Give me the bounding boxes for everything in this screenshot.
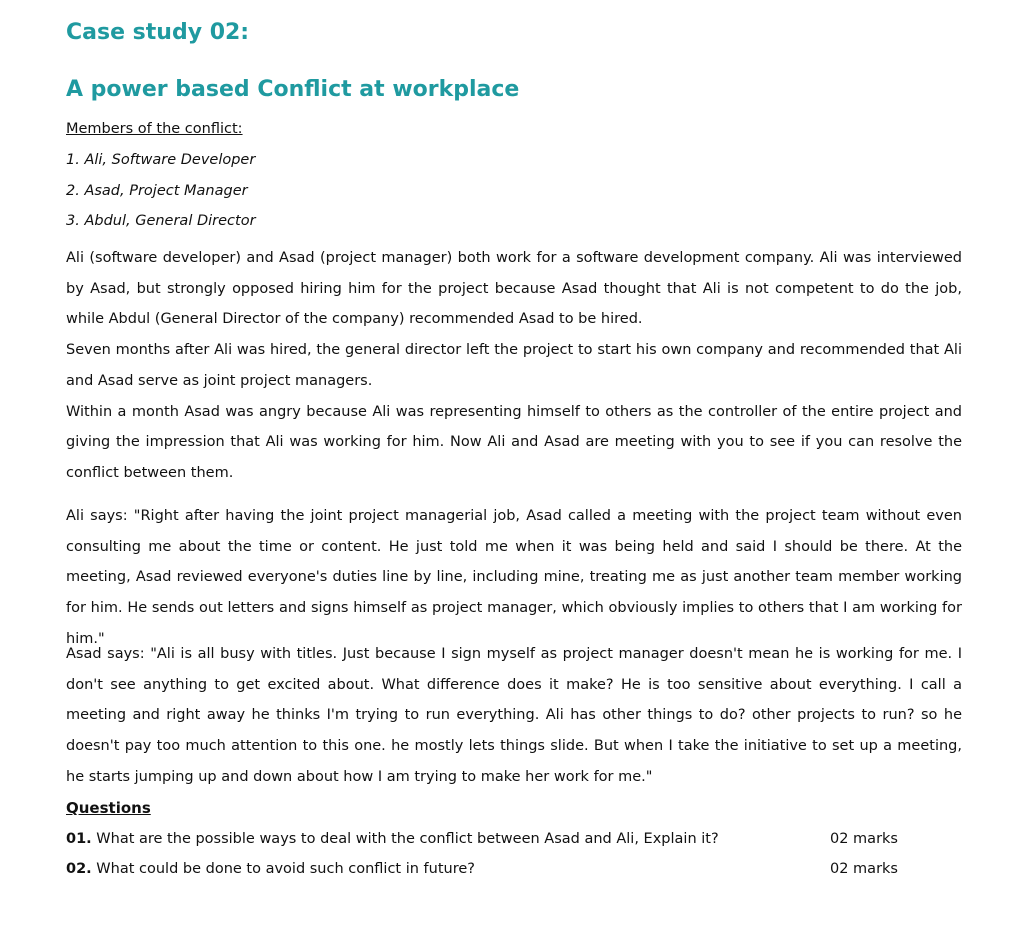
- member-ali: 1. Ali, Software Developer: [66, 152, 256, 168]
- question-2-text: What could be done to avoid such conflict in future?: [96, 861, 475, 877]
- member-asad: 2. Asad, Project Manager: [66, 182, 248, 199]
- asad-quote: [66, 639, 962, 793]
- asad-quote-text: Asad says: "Ali is all busy with titles. Just because I sign myself as project manager doesn't mean he is working for me. I don't see anything to get excited about. What difference does it make? He is too sensitive about everything. I call a meeting and right away he thinks I'm trying to run everything. Ali has other things to do? other projects to run? so he doesn't pay too much attention to this one. he mostly lets things slide. But when I take the initiative to set up a meeting, he starts jumping up and down about how I am trying to make her work for me.": [66, 646, 962, 785]
- narrative-paragraph-1: Ali (software developer) and Asad (project manager) both work for a software development company. Ali was interviewed by Asad, but strongly opposed hiring him for the project because Asad thought that Ali is not competent to do the job, while Abdul (General Director of the company) recommended Asad to be hired.: [66, 250, 962, 328]
- members-list: [66, 149, 256, 241]
- ali-quote-text: Ali says: "Right after having the joint project managerial job, Asad called a meeting with the project team without even consulting me about the time or content. He just told me when it was being held and said I should be there. At the meeting, Asad reviewed everyone's duties line by line, including mine, treating me as just another team member working for him. He sends out letters and signs himself as project manager, which obviously implies to others that I am working for him.": [66, 508, 962, 647]
- question-2-number: 02.: [66, 861, 92, 877]
- question-1: [66, 828, 896, 850]
- page-title: A power based Conflict at workplace: [66, 77, 520, 102]
- case-study-title: Case study 02:: [66, 20, 250, 45]
- narrative-paragraph-2: Seven months after Ali was hired, the general director left the project to start his own company and recommended that Ali and Asad serve as joint project managers.: [66, 342, 962, 389]
- narrative-paragraph-3: Within a month Asad was angry because Ali was representing himself to others as the controller of the entire project and giving the impression that Ali was working for him. Now Ali and Asad are meeting with you to see if you can resolve the conflict between them.: [66, 403, 962, 481]
- member-abdul: 3. Abdul, General Director: [66, 213, 256, 229]
- question-1-marks: 02 marks: [830, 831, 898, 847]
- question-2-marks: 02 marks: [830, 861, 898, 877]
- question-1-text: What are the possible ways to deal with the conflict between Asad and Ali, Explain it?: [96, 831, 719, 847]
- members-heading: Members of the conflict:: [66, 121, 243, 137]
- narrative: [66, 243, 962, 489]
- question-2: [66, 858, 896, 880]
- question-1-number: 01.: [66, 831, 92, 847]
- questions-heading: Questions: [66, 799, 151, 817]
- ali-quote: [66, 501, 962, 655]
